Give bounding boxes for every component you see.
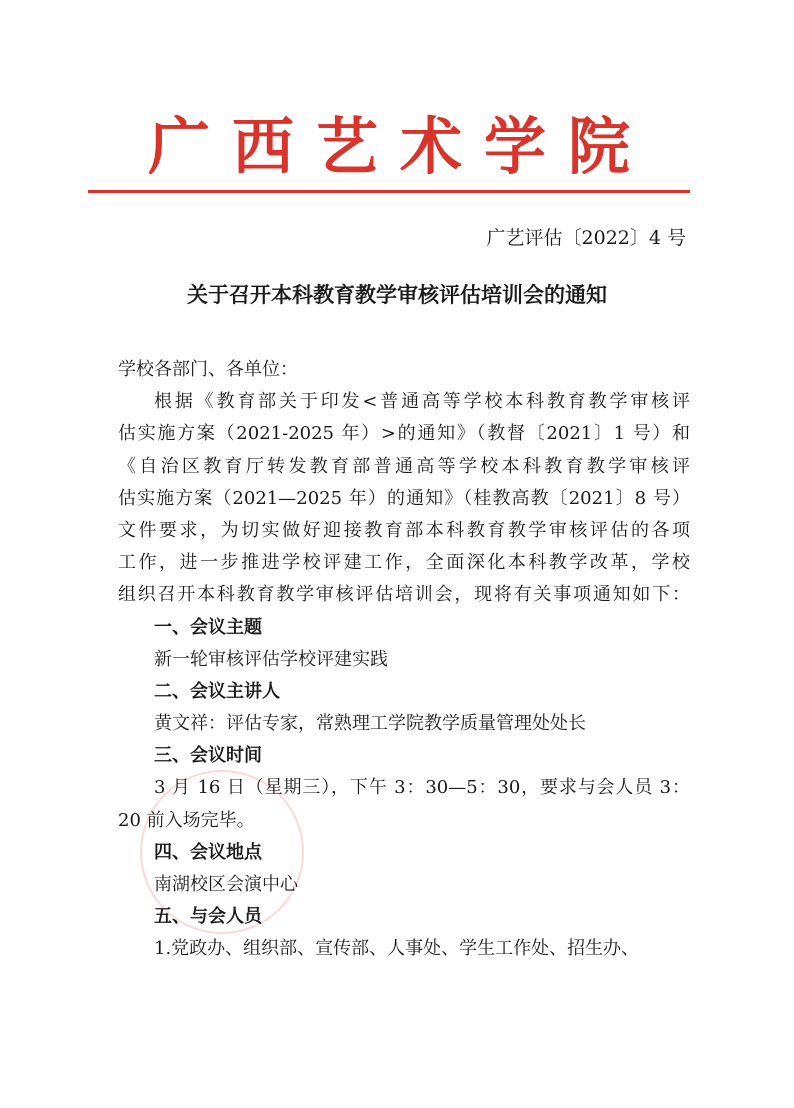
- section-heading-speaker: 二、会议主讲人: [154, 680, 280, 702]
- section-heading-time: 三、会议时间: [154, 745, 262, 767]
- document-title: 关于召开本科教育教学审核评估培训会的通知: [187, 283, 607, 307]
- document-number: 广艺评估〔2022〕4 号: [486, 227, 686, 249]
- section-text-time-cont: 20 前入场完毕。: [118, 809, 255, 831]
- intro-line: 《自治区教育厅转发教育部普通高等学校本科教育教学审核评: [118, 455, 690, 477]
- section-text-attendees: 1.党政办、组织部、宣传部、人事处、学生工作处、招生办、: [154, 938, 640, 960]
- intro-line: 文件要求，为切实做好迎接教育部本科教育教学审核评估的各项: [118, 519, 690, 541]
- institution-masthead: 广西艺术学院: [147, 110, 652, 183]
- section-heading-theme: 一、会议主题: [154, 616, 262, 638]
- intro-line: 估实施方案（2021-2025 年）>的通知》（教督〔2021〕1 号）和: [118, 423, 690, 445]
- section-heading-attendees: 五、与会人员: [154, 906, 262, 928]
- masthead-red-rule: [88, 190, 690, 193]
- intro-line: 根据《教育部关于印发<普通高等学校本科教育教学审核评: [154, 391, 690, 413]
- section-heading-place: 四、会议地点: [154, 841, 262, 863]
- section-text-place: 南湖校区会演中心: [154, 874, 298, 895]
- intro-line: 估实施方案（2021—2025 年）的通知》（桂教高教〔2021〕8 号）: [118, 487, 690, 509]
- section-text-theme: 新一轮审核评估学校评建实践: [154, 648, 388, 670]
- section-text-speaker: 黄文祥：评估专家，常熟理工学院教学质量管理处处长: [154, 713, 586, 735]
- salutation: 学校各部门、各单位：: [118, 359, 298, 380]
- document-body: [118, 354, 690, 966]
- intro-line: 组织召开本科教育教学审核评估培训会，现将有关事项通知如下：: [118, 584, 690, 606]
- section-text-time: 3 月 16 日（星期三），下午 3：30—5：30，要求与会人员 3：: [154, 777, 690, 799]
- intro-line: 工作，进一步推进学校评建工作，全面深化本科教学改革，学校: [118, 552, 690, 574]
